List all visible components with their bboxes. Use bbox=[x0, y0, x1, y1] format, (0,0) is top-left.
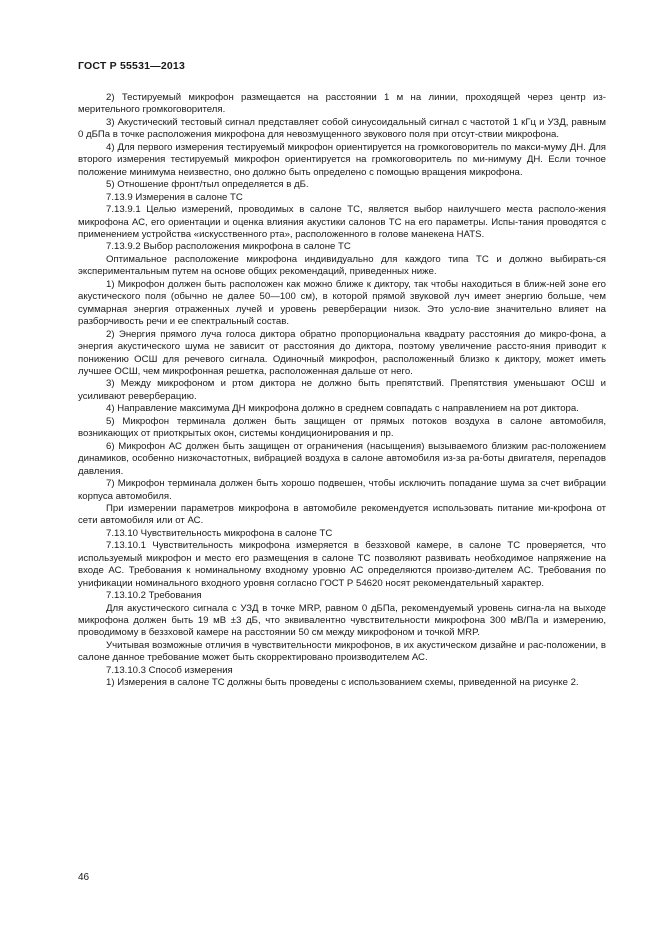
paragraph: При измерении параметров микрофона в автомобиле рекомендуется использовать питание ми-крофона от сети автомобиля или от АС. bbox=[78, 502, 606, 527]
section-heading: 7.13.10 Чувствительность микрофона в салоне ТС bbox=[106, 527, 333, 539]
paragraph: 7.13.9.1 Целью измерений, проводимых в салоне ТС, является выбор наилучшего места располо-жения микрофона АС, его ориентации и оценка влияния акустики салонов ТС на его параметры. Испы-тания проводятся с применением устройства «искусственного рта», расположенного в голове манекена HATS. bbox=[78, 204, 606, 240]
list-item: 6) Микрофон АС должен быть защищен от ограничения (насыщения) вызываемого близким рас-положением динамиков, особенно низкочастотных, вибрацией воздуха в салоне автомобиля из-за ра-боты двигателя, перепадов давления. bbox=[78, 440, 606, 477]
list-item: 5) Микрофон терминала должен быть защищен от прямых потоков воздуха в салоне автомобиля, возникающих от приоткрытых окон, системы кондиционирования и пр. bbox=[78, 415, 606, 440]
list-item: 3) Между микрофоном и ртом диктора не должно быть препятствий. Препятствия уменьшают ОСШ и усиливают реверберацию. bbox=[78, 378, 606, 402]
list-item: 1) Измерения в салоне ТС должны быть проведены с использованием схемы, приведенной на рисунке 2. bbox=[106, 677, 579, 689]
standard-header: ГОСТ Р 55531—2013 bbox=[78, 60, 186, 72]
paragraph: Учитывая возможные отличия в чувствительности микрофонов, в их акустическом дизайне и рас-положении, в салоне данное требование может быть скорректировано производителем АС. bbox=[78, 639, 606, 664]
section-heading: 7.13.9.2 Выбор расположения микрофона в салоне ТС bbox=[106, 241, 351, 253]
document-body bbox=[78, 92, 606, 690]
section-heading: 7.13.10.3 Способ измерения bbox=[106, 664, 233, 676]
paragraph: 3) Акустический тестовый сигнал представляет собой синусоидальный сигнал с частотой 1 кГц и УЗД, равным 0 дБПа в точке расположения микрофона для невозмущенного звукового поля при отсут-ствии микрофона. bbox=[78, 116, 606, 141]
paragraph: 7.13.10.1 Чувствительность микрофона измеряется в беззховой камере, в салоне ТС проверяется, что используемый микрофон и место его размещения в салоне ТС позволяют развивать необходимое напряжение на входе АС. Требования к номинальному входному уровню АС определяются произво-дителем АС. Требования по унификации номинального входного уровня согласно ГОСТ Р 54620 носят рекомендательный характер. bbox=[78, 540, 606, 589]
paragraph: 4) Для первого измерения тестируемый микрофон ориентируется на громкоговоритель по макси-муму ДН. Для второго измерения тестируемый микрофон ориентируется на громкоговоритель по ми-нимуму ДН. Если точное положение минимума неизвестно, оно должно быть определено с помощью вращения микрофона. bbox=[78, 141, 606, 178]
section-heading: 7.13.10.2 Требования bbox=[106, 590, 202, 602]
paragraph: Оптимальное расположение микрофона индивидуально для каждого типа ТС и должно выбирать-ся экспериментальным путем на основе общих рекомендаций, приведенных ниже. bbox=[78, 253, 606, 278]
paragraph: 5) Отношение фронт/тыл определяется в дБ. bbox=[106, 179, 309, 191]
paragraph: 2) Тестируемый микрофон размещается на расстоянии 1 м на линии, проходящей через центр из-мерительного громкоговорителя. bbox=[78, 92, 606, 116]
page-number: 46 bbox=[78, 872, 90, 883]
list-item: 7) Микрофон терминала должен быть хорошо подвешен, чтобы исключить попадание шума за счет вибрации корпуса автомобиля. bbox=[78, 478, 606, 502]
list-item: 4) Направление максимума ДН микрофона должно в среднем совпадать с направлением на рот диктора. bbox=[106, 403, 579, 415]
list-item: 1) Микрофон должен быть расположен как можно ближе к диктору, так чтобы находиться в ближ-ней зоне его акустического поля (обычно не далее 50—100 см), в которой прямой звуковой луч имеет энергию больше, чем суммарная энергия отраженных лучей и уровень реверберации низок. Это усло-вие значительно влияет на разборчивость речи и ее спектральный состав. bbox=[78, 278, 606, 328]
section-heading: 7.13.9 Измерения в салоне ТС bbox=[106, 191, 243, 203]
paragraph: Для акустического сигнала с УЗД в точке MRP, равном 0 дБПа, рекомендуемый уровень сигна-ла на выходе микрофона должен быть 19 мВ ±3 дБ, что эквивалентно чувствительности микрофона 300 мВ/Па и измерению, проводимому в беззховой камере на расстоянии 50 см между микрофоном и точкой MRP. bbox=[78, 602, 606, 639]
list-item: 2) Энергия прямого луча голоса диктора обратно пропорциональна квадрату расстояния до микро-фона, а энергия акустического шума не зависит от расстояния до диктора, поэтому увеличение рассто-яния приводит к понижению ОСШ для речевого сигнала. Одиночный микрофон, расположенный близко к диктору, может иметь лучшее ОСШ, чем микрофонная решетка, расположенная дальше от него. bbox=[78, 328, 606, 377]
